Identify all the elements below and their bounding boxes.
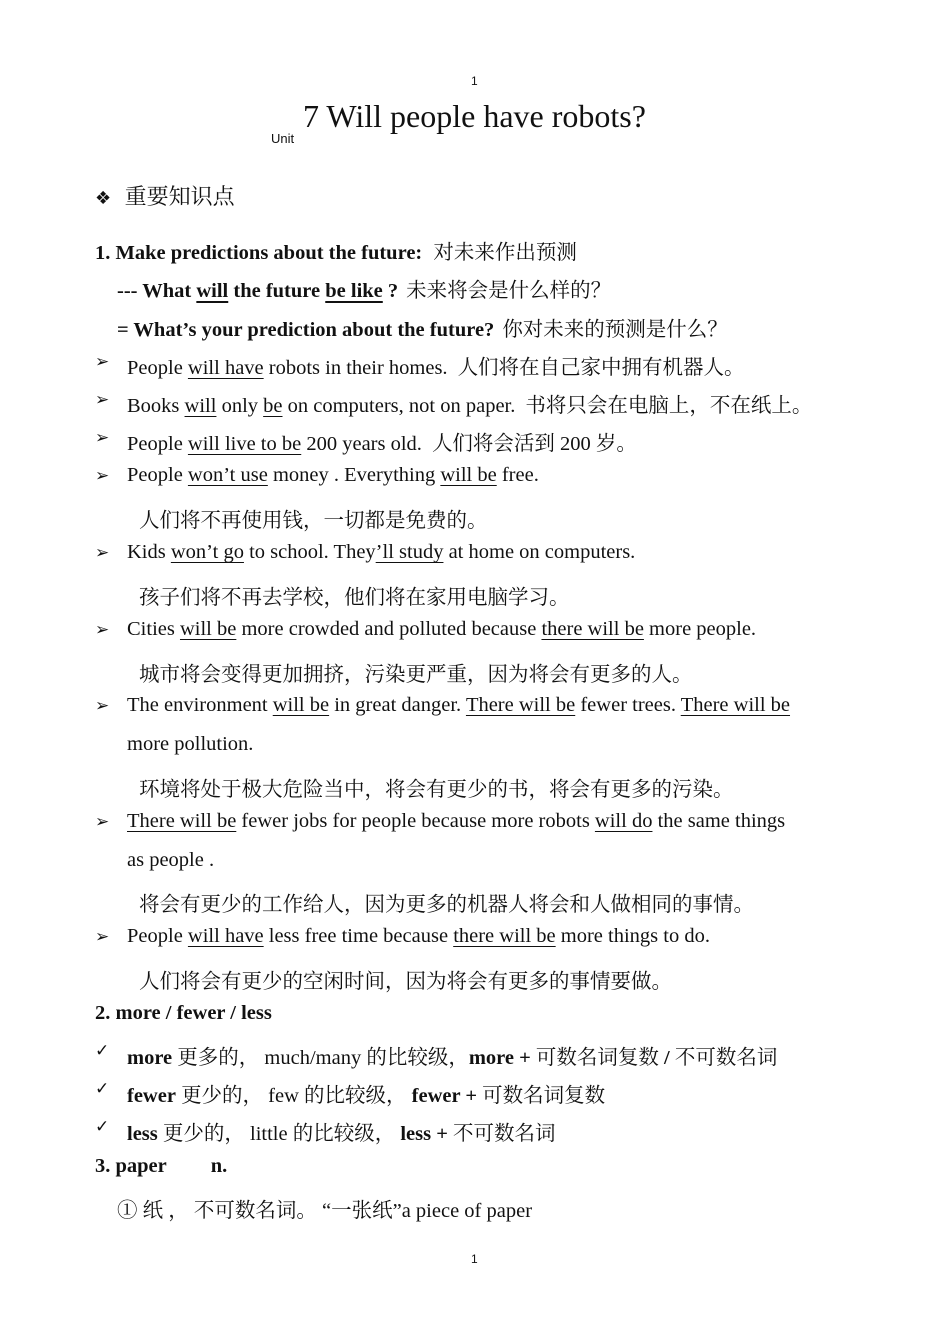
point3-item-1: ① 纸 ， 不可数名词。 “一张纸”a piece of paper: [117, 1200, 533, 1222]
underlined-phrase: will be: [440, 464, 497, 486]
arrow-bullet-icon: ➢: [95, 352, 110, 372]
example-8: [127, 810, 785, 833]
arrow-bullet-icon: ➢: [95, 543, 110, 563]
point1-question: [117, 273, 611, 303]
text: 更少的， little 的比较级，: [157, 1123, 401, 1145]
text: in great danger.: [329, 694, 466, 716]
underlined-phrase: will be: [179, 618, 237, 640]
example-3: [127, 426, 637, 456]
check-bullet-icon: ✓: [95, 1041, 110, 1061]
point1-heading-en: 1. Make predictions about the future:: [95, 242, 423, 264]
text: only: [216, 395, 264, 417]
example-7-continued: more pollution.: [127, 733, 254, 755]
keyword: less +: [400, 1123, 448, 1145]
q-mid: the future: [228, 280, 326, 302]
example-6: [127, 618, 756, 641]
text: 可数名词复数: [530, 1047, 665, 1069]
q2-en: = What’s your prediction about the future?: [117, 319, 495, 341]
text: the same things: [652, 810, 786, 832]
text: 200 years old.: [301, 433, 422, 455]
text: on computers, not on paper.: [282, 395, 516, 417]
text: less free time because: [263, 925, 454, 947]
section-heading-text: 重要知识点: [124, 184, 235, 209]
keyword: more +: [468, 1047, 531, 1069]
text: Kids: [127, 541, 171, 563]
translation-cn: 人们将会活到 200 岁。: [431, 433, 637, 455]
text: robots in their homes.: [263, 357, 448, 379]
example-6-translation: 城市将会变得更加拥挤，污染更严重，因为将会有更多的人。: [139, 664, 693, 686]
q-be-like: be like: [325, 280, 383, 302]
underlined-phrase: There will be: [465, 694, 576, 716]
keyword: /: [664, 1047, 670, 1069]
example-5-translation: 孩子们将不再去学校，他们将在家用电脑学习。: [139, 587, 570, 609]
underlined-phrase: there will be: [453, 925, 556, 947]
translation-cn: 人们将在自己家中拥有机器人。: [457, 357, 745, 379]
underlined-phrase: There will be: [680, 694, 791, 716]
point2-heading: 2. more / fewer / less: [95, 1002, 272, 1024]
text: 更多的， much/many 的比较级，: [172, 1047, 469, 1069]
underlined-phrase: won’t go: [170, 541, 244, 563]
text: Books: [127, 395, 185, 417]
example-5: [127, 541, 635, 564]
text: 更少的， few 的比较级，: [175, 1085, 412, 1107]
arrow-bullet-icon: ➢: [95, 696, 110, 716]
example-9-translation: 人们将会有更少的空闲时间，因为将会有更多的事情要做。: [139, 971, 672, 993]
keyword: fewer: [127, 1085, 176, 1107]
underlined-phrase: will have: [187, 925, 264, 947]
underlined-phrase: won’t use: [187, 464, 268, 486]
keyword: more: [127, 1047, 173, 1069]
underlined-phrase: be: [263, 395, 283, 417]
text: People: [127, 357, 188, 379]
underlined-phrase: there will be: [541, 618, 644, 640]
arrow-bullet-icon: ➢: [95, 927, 110, 947]
part-of-speech: n.: [210, 1155, 228, 1177]
q-end: ?: [382, 280, 399, 302]
example-8-translation: 将会有更少的工作给人，因为更多的机器人将会和人做相同的事情。: [139, 894, 754, 916]
example-7-translation: 环境将处于极大危险当中，将会有更少的书，将会有更多的污染。: [139, 779, 734, 801]
page-title: 7 Will people have robots?: [303, 98, 646, 134]
point1-heading: [95, 235, 577, 265]
check-bullet-icon: ✓: [95, 1117, 110, 1137]
example-1: [127, 350, 745, 380]
example-2: [127, 388, 812, 418]
text: fewer jobs for people because more robots: [236, 810, 595, 832]
underlined-phrase: will do: [594, 810, 653, 832]
text: 可数名词复数: [477, 1085, 606, 1107]
point2-item-less: [127, 1116, 556, 1146]
underlined-phrase: will be: [272, 694, 330, 716]
diamond-bullet-icon: ❖: [95, 188, 112, 209]
point2-item-more: [127, 1040, 777, 1070]
underlined-phrase: ’ll study: [375, 541, 444, 563]
translation-cn: 书将只会在电脑上，不在纸上。: [525, 395, 813, 417]
example-4: [127, 464, 539, 487]
example-8-continued: as people .: [127, 849, 215, 871]
arrow-bullet-icon: ➢: [95, 428, 110, 448]
q-cn: 未来将会是什么样的？: [406, 280, 612, 302]
keyword: fewer +: [411, 1085, 478, 1107]
text: more things to do.: [555, 925, 710, 947]
arrow-bullet-icon: ➢: [95, 620, 110, 640]
example-9: [127, 925, 710, 948]
text: at home on computers.: [443, 541, 636, 563]
point3-heading: [95, 1155, 227, 1178]
text: more crowded and polluted because: [236, 618, 542, 640]
text: 不可数名词: [447, 1123, 556, 1145]
keyword: less: [127, 1123, 158, 1145]
heading-word: 3. paper: [95, 1155, 167, 1177]
q-prefix: --- What: [117, 280, 197, 302]
title-unit-label: Unit: [271, 131, 295, 146]
page-number-top: 1: [471, 74, 478, 88]
underlined-phrase: There will be: [127, 810, 237, 832]
text: money . Everything: [267, 464, 441, 486]
arrow-bullet-icon: ➢: [95, 812, 110, 832]
arrow-bullet-icon: ➢: [95, 390, 110, 410]
point1-question2: [117, 312, 728, 342]
text: 不可数名词: [669, 1047, 778, 1069]
text: fewer trees.: [575, 694, 681, 716]
text: People: [127, 925, 188, 947]
example-7: [127, 694, 790, 717]
underlined-phrase: will have: [187, 357, 264, 379]
arrow-bullet-icon: ➢: [95, 466, 110, 486]
point2-item-fewer: [127, 1078, 605, 1108]
text: The environment: [127, 694, 273, 716]
text: Cities: [127, 618, 180, 640]
underlined-phrase: will: [184, 395, 217, 417]
section-heading: [95, 180, 235, 211]
example-4-translation: 人们将不再使用钱，一切都是免费的。: [139, 510, 488, 532]
text: to school. They: [243, 541, 376, 563]
text: free.: [496, 464, 539, 486]
point1-heading-cn: 对未来作出预测: [433, 242, 577, 264]
text: more people.: [643, 618, 757, 640]
page-number-bottom: 1: [471, 1252, 478, 1266]
underlined-phrase: will live to be: [187, 433, 302, 455]
text: People: [127, 433, 188, 455]
q2-cn: 你对未来的预测是什么？: [502, 319, 728, 341]
check-bullet-icon: ✓: [95, 1079, 110, 1099]
q-will: will: [196, 280, 229, 302]
text: People: [127, 464, 188, 486]
